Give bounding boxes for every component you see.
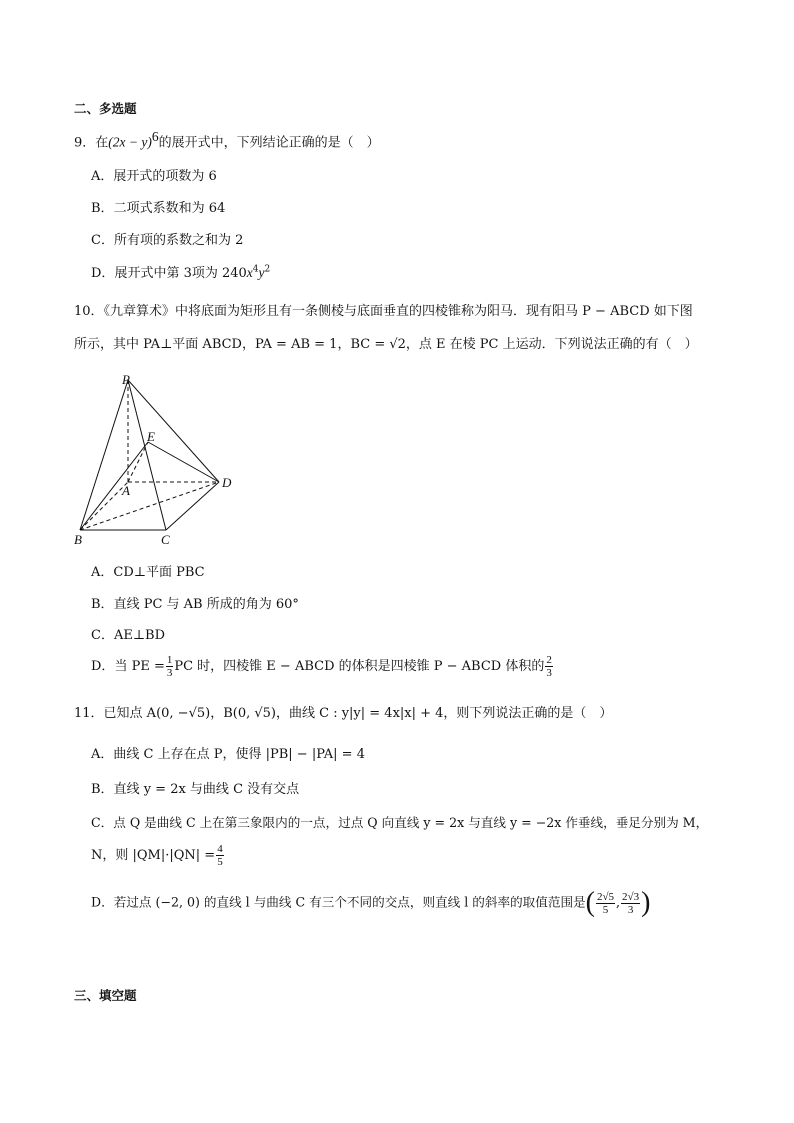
option-text: 若过点 (−2, 0) 的直线 l 与曲线 C 有三个不同的交点，则直线 l 的斜率的取值范围是 bbox=[113, 894, 586, 910]
option-text-pre: 当 PE = bbox=[114, 659, 165, 674]
option-label: B． bbox=[91, 782, 114, 797]
option-text-line2: N，则 |QM|·|QN| = bbox=[91, 848, 216, 863]
option-label: A． bbox=[91, 169, 114, 184]
fraction-denominator: 5 bbox=[602, 903, 609, 916]
fraction-denominator: 3 bbox=[627, 903, 634, 916]
label-A: A bbox=[122, 483, 130, 498]
section-heading-fill-in: 三、填空题 bbox=[74, 988, 137, 1003]
question-9-option-b[interactable] bbox=[91, 197, 225, 216]
fraction-denominator: 5 bbox=[217, 856, 223, 868]
question-11-stem: 11．已知点 A(0, −√5)，B(0, √5)，曲线 C : y|y| = 4x|x| + 4，则下列说法正确的是（ ） bbox=[74, 706, 613, 721]
label-B: B bbox=[74, 532, 82, 547]
var-y: y bbox=[258, 265, 265, 280]
pyramid-figure bbox=[70, 370, 240, 548]
option-label: C． bbox=[91, 233, 114, 248]
fraction-denominator: 3 bbox=[546, 667, 552, 679]
option-text: CD⊥平面 PBC bbox=[113, 565, 205, 580]
diagonal-BD bbox=[80, 482, 219, 530]
question-9-expression: (2x − y) bbox=[108, 134, 152, 150]
fraction-denominator: 3 bbox=[166, 667, 173, 679]
question-9-option-a[interactable] bbox=[91, 165, 217, 184]
fraction-one-third bbox=[166, 654, 174, 679]
option-label: D． bbox=[91, 659, 115, 674]
fraction-numerator: 4 bbox=[217, 843, 223, 855]
question-9-exponent: 6 bbox=[151, 129, 159, 144]
question-11-option-c-line2 bbox=[91, 843, 225, 868]
option-label: D． bbox=[91, 894, 114, 910]
option-text: AE⊥BD bbox=[113, 628, 166, 643]
exp-y: 2 bbox=[264, 264, 271, 275]
section-heading-multiple-choice: 二、多选题 bbox=[74, 101, 137, 116]
option-text: 二项式系数和为 64 bbox=[113, 201, 226, 216]
label-C: C bbox=[161, 532, 170, 547]
paren-left: ( bbox=[585, 887, 595, 918]
edge-CD bbox=[166, 482, 219, 530]
option-text: 展开式的项数为 6 bbox=[113, 169, 217, 184]
label-D: D bbox=[222, 475, 232, 490]
fraction-four-fifths bbox=[216, 843, 224, 868]
option-text: 所有项的系数之和为 2 bbox=[113, 233, 244, 248]
option-label: B． bbox=[91, 201, 114, 216]
question-10-option-d[interactable] bbox=[91, 654, 554, 679]
edge-PC bbox=[128, 380, 166, 530]
question-11-option-c[interactable] bbox=[91, 812, 708, 831]
option-text: 展开式中第 3项为 240 bbox=[114, 266, 247, 281]
question-9-number: 9． bbox=[74, 135, 96, 151]
option-label: C． bbox=[91, 815, 114, 830]
fraction-numerator: 1 bbox=[166, 654, 173, 666]
fraction-two-thirds bbox=[545, 654, 553, 679]
option-text-mid: PC 时，四棱锥 E − ABCD 的体积是四棱锥 P − ABCD 体积的 bbox=[174, 659, 545, 674]
question-10-option-a[interactable] bbox=[91, 561, 205, 580]
question-11-option-d[interactable]: D．若过点 (−2, 0) 的直线 l 与曲线 C 有三个不同的交点，则直线 l 的斜率的取值范围是( $\frac{2√5}{5}$ , $\frac{2√3}{3}$ ) bbox=[91, 887, 651, 918]
paren-right: ) bbox=[641, 887, 651, 918]
option-text: 直线 y = 2x 与曲线 C 没有交点 bbox=[113, 782, 300, 797]
segment-BE bbox=[80, 442, 148, 530]
fraction-range-high bbox=[621, 891, 640, 916]
fraction-numerator: 2 bbox=[546, 654, 552, 666]
question-10-option-b[interactable] bbox=[91, 593, 299, 612]
question-10-stem-line1: 10．《九章算术》中将底面为矩形且有一条侧棱与底面垂直的四棱锥称为阳马．现有阳马 P − ABCD 如下图 bbox=[74, 304, 693, 319]
segment-ED bbox=[148, 442, 219, 482]
option-text: 曲线 C 上存在点 P，使得 |PB| − |PA| = 4 bbox=[113, 747, 365, 762]
label-P: P bbox=[122, 372, 130, 387]
edge-PD bbox=[128, 380, 219, 482]
fraction-numerator: 2√3 bbox=[622, 890, 640, 903]
fraction-numerator: 2√5 bbox=[596, 890, 615, 903]
option-text: 点 Q 是曲线 C 上在第三象限内的一点，过点 Q 向直线 y = 2x 与直线 y = −2x 作垂线，垂足分别为 M， bbox=[113, 815, 709, 830]
question-9-pre: 在 bbox=[95, 135, 109, 151]
option-label: D． bbox=[91, 266, 115, 281]
label-E: E bbox=[147, 429, 155, 444]
option-text: 直线 PC 与 AB 所成的角为 60° bbox=[113, 597, 299, 612]
edge-PB bbox=[80, 380, 128, 530]
question-9-option-d[interactable] bbox=[91, 262, 270, 281]
segment-AE bbox=[128, 442, 148, 482]
option-label: C． bbox=[91, 628, 114, 643]
question-11-option-a[interactable] bbox=[91, 743, 365, 762]
option-label: B． bbox=[91, 597, 114, 612]
option-label: A． bbox=[91, 747, 114, 762]
question-9-post: 的展开式中，下列结论正确的是（ ） bbox=[158, 135, 380, 151]
question-11-option-b[interactable] bbox=[91, 778, 299, 797]
question-9-stem bbox=[74, 129, 380, 150]
exp-x: 4 bbox=[252, 264, 259, 275]
option-label: A． bbox=[91, 565, 114, 580]
question-10-stem-line2: 所示，其中 PA⊥平面 ABCD，PA = AB = 1，BC = √2，点 E 在棱 PC 上运动．下列说法正确的有（ ） bbox=[74, 337, 698, 352]
question-10-option-c[interactable] bbox=[91, 624, 165, 643]
fraction-range-low bbox=[596, 891, 615, 916]
var-x: x bbox=[246, 265, 253, 280]
question-9-option-c[interactable] bbox=[91, 229, 243, 248]
